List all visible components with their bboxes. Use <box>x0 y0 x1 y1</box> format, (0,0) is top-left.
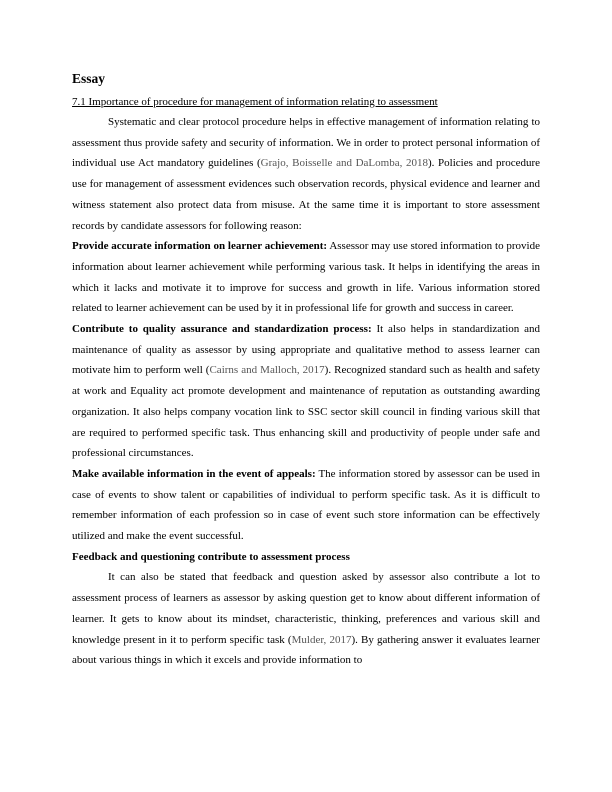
citation: Mulder, 2017 <box>291 633 352 646</box>
paragraph-appeals <box>72 464 540 547</box>
paragraph-lead: Provide accurate information on learner achievement: <box>72 240 328 253</box>
document-page <box>72 70 540 671</box>
paragraph-feedback <box>72 567 540 671</box>
paragraph-text: Systematic and clear protocol procedure helps in effective management of information relating to assessment thus provide safety and security of information. We in order to protect personal information of individual use Act mandatory guidelines ( <box>72 116 540 170</box>
section-heading: 7.1 Importance of procedure for management of information relating to assessment <box>72 96 438 108</box>
paragraph-lead: Make available information in the event of appeals: <box>72 467 316 480</box>
paragraph-text: The information stored by assessor can be used in case of events to show talent or capabilities of individual to perform specific task. As it is difficult to remember information of each profession so in case of event such store information can be effectively utilized and make the event successful. <box>72 467 540 543</box>
citation: Cairns and Malloch, 2017 <box>209 364 325 377</box>
paragraph-text: It can also be stated that feedback and question asked by assessor also contribute a lot to assessment process of learners as assessor by asking question get to know about different information of learner. It gets to know about its mindset, characteristic, thinking, preferences and various skill and knowledge present in it to perform specific task ( <box>72 571 540 646</box>
paragraph-learner-achievement <box>72 236 540 319</box>
paragraph-text: Assessor may use stored information to provide information about learner achievement while performing various task. It helps in identifying the areas in which it lacks and motivate it to improve for success and growth in life. Various information stored related to learner achievement can be used by it in professional life for growth and success in career. <box>72 240 540 315</box>
paragraph-lead: Contribute to quality assurance and standardization process: <box>72 323 372 336</box>
paragraph-intro <box>72 112 540 236</box>
paragraph-text: ). Recognized standard such as health and safety at work and Equality act promote development and maintenance of reputation as outstanding awarding organization. It also helps company vocation link to SSC sector skill council in finding various skill that are required to performed specific task. Thus enhancing skill and productivity of people under safe and professional circumstances. <box>72 364 541 460</box>
essay-title: Essay <box>72 71 106 86</box>
citation: Grajo, Boisselle and DaLomba, 2018 <box>260 157 428 170</box>
paragraph-text: It also helps in standardization and maintenance of quality as assessor by using appropriate and qualitative method to assess learner can motivate him to perform well ( <box>72 323 540 377</box>
paragraph-text: ). By gathering answer it evaluates learner about various things in which it excels and provide information to <box>72 633 540 667</box>
paragraph-text: ). Policies and procedure use for management of assessment evidences such observation records, physical evidence and learner and witness statement also protect data from misuse. At the same time it is important to store assessment records by candidate assessors for following reason: <box>72 157 541 232</box>
paragraph-quality-assurance <box>72 319 540 464</box>
subheading-feedback: Feedback and questioning contribute to assessment process <box>72 550 350 563</box>
